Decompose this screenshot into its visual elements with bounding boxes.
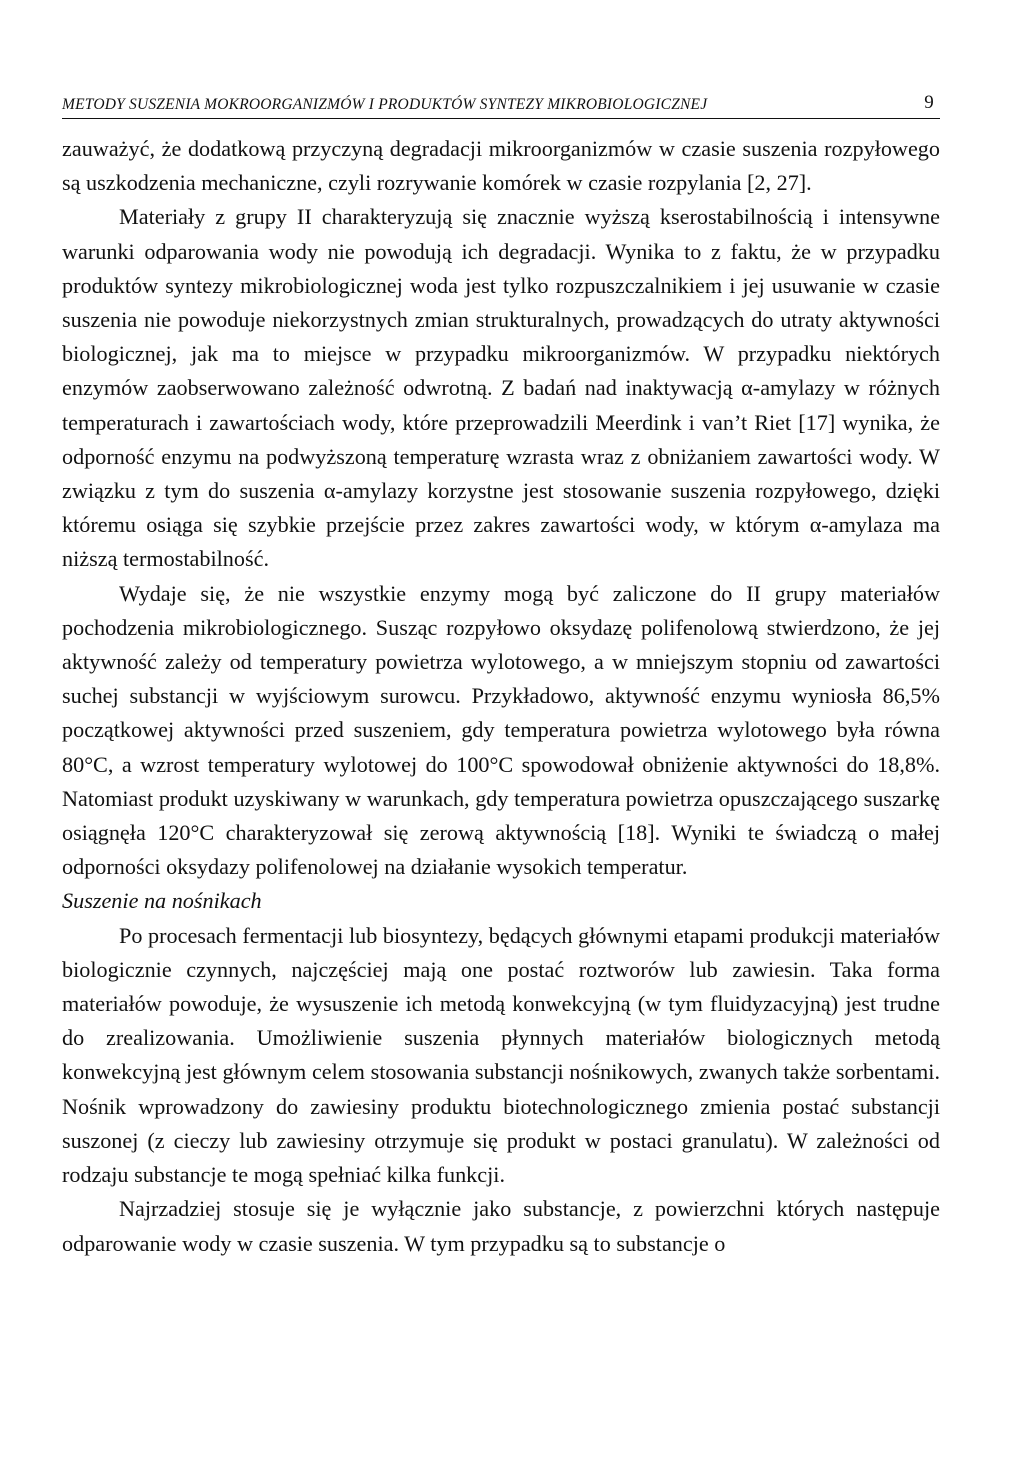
paragraph: Po procesach fermentacji lub biosyntezy, będących głównymi etapami produkcji materiałów biologicznie czynnych, najczęściej mają one postać roztworów lub zawiesin. Taka forma materiałów powoduje, że wysuszenie ich metodą konwekcyjną (w tym fluidyzacyjną) jest trudne do zrealizowania. Umożliwienie suszenia płynnych materiałów biologicznych metodą konwekcyjną jest głównym celem stosowania substancji nośnikowych, zwanych także sorbentami. Nośnik wprowadzony do zawiesiny produktu biotechnologicznego zmienia postać substancji suszonej (z cieczy lub zawiesiny otrzymuje się produkt w postaci granulatu). W zależności od rodzaju substancje te mogą spełniać kilka funkcji.: [62, 922, 940, 1188]
running-title: METODY SUSZENIA MOKROORGANIZMÓW I PRODUKTÓW SYNTEZY MIKROBIOLOGICZNEJ: [62, 96, 708, 113]
running-header: [62, 92, 940, 119]
paragraph-continuation: zauważyć, że dodatkową przyczyną degradacji mikroorganizmów w czasie suszenia rozpyłowego są uszkodzenia mechaniczne, czyli rozrywanie komórek w czasie rozpylania [2, 27].: [62, 136, 940, 196]
page-number: 9: [924, 92, 934, 113]
document-page: [62, 92, 940, 1261]
paragraph: Materiały z grupy II charakteryzują się znacznie wyższą kserostabilnością i intensywne warunki odparowania wody nie powodują ich degradacji. Wynika to z faktu, że w przypadku produktów syntezy mikrobiologicznej woda jest tylko rozpuszczalnikiem i jej usuwanie w czasie suszenia nie powoduje niekorzystnych zmian strukturalnych, prowadzących do utraty aktywności biologicznej, jak ma to miejsce w przypadku mikroorganizmów. W przypadku niektórych enzymów zaobserwowano zależność odwrotną. Z badań nad inaktywacją α-amylazy w różnych temperaturach i zawartościach wody, które przeprowadzili Meerdink i van’t Riet [17] wynika, że odporność enzymu na podwyższoną temperaturę wzrasta wraz z obniżaniem zawartości wody. W związku z tym do suszenia α-amylazy korzystne jest stosowanie suszenia rozpyłowego, dzięki któremu osiąga się szybkie przejście przez zakres zawartości wody, w którym α-amylaza ma niższą termostabilność.: [62, 204, 940, 572]
body-text: [62, 132, 940, 1261]
paragraph: Najrzadziej stosuje się je wyłącznie jako substancje, z powierzchni których następuje odparowanie wody w czasie suszenia. W tym przypadku są to substancje o: [62, 1196, 940, 1256]
section-heading: Suszenie na nośnikach: [62, 888, 262, 914]
paragraph: Wydaje się, że nie wszystkie enzymy mogą być zaliczone do II grupy materiałów pochodzenia mikrobiologicznego. Susząc rozpyłowo oksydazę polifenolową stwierdzono, że jej aktywność zależy od temperatury powietrza wylotowego, a w mniejszym stopniu od zawartości suchej substancji w wyjściowym surowcu. Przykładowo, aktywność enzymu wyniosła 86,5% początkowej aktywności przed suszeniem, gdy temperatura powietrza wylotowego była równa 80°C, a wzrost temperatury wylotowej do 100°C spowodował obniżenie aktywności do 18,8%. Natomiast produkt uzyskiwany w warunkach, gdy temperatura powietrza opuszczającego suszarkę osiągnęła 120°C charakteryzował się zerową aktywnością [18]. Wyniki te świadczą o małej odporności oksydazy polifenolowej na działanie wysokich temperatur.: [62, 580, 940, 880]
